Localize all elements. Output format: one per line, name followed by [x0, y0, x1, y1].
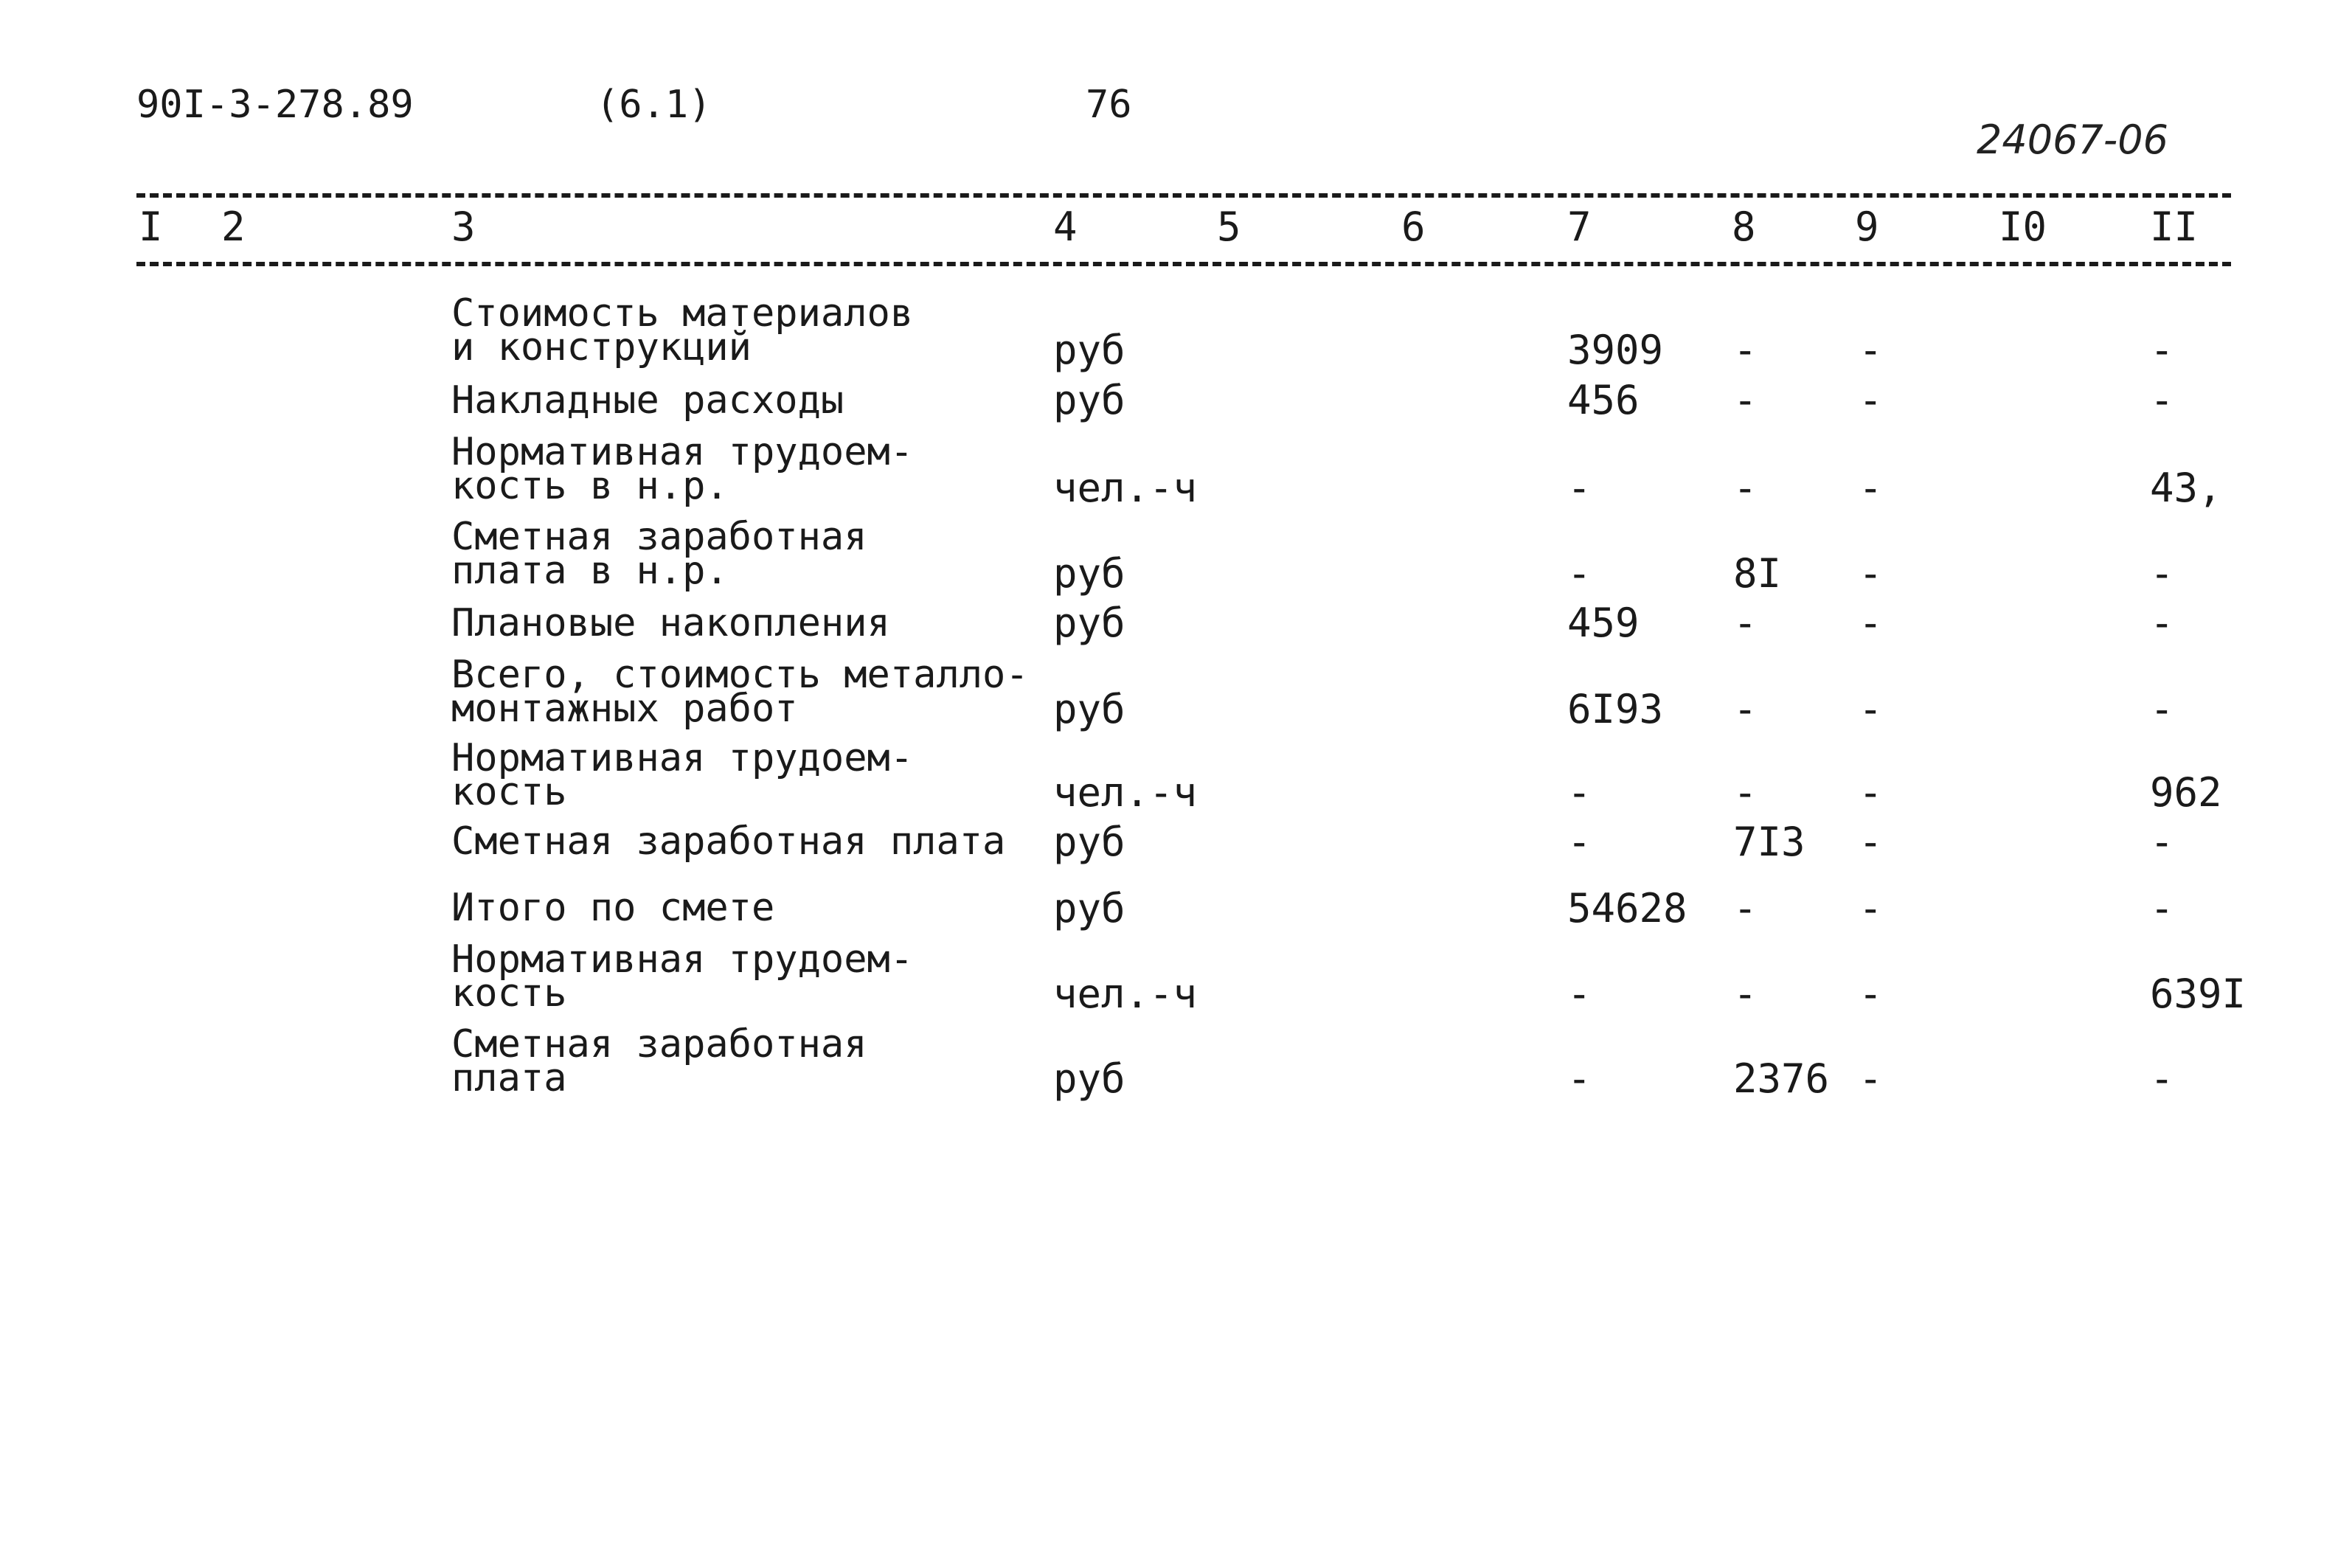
row-description: Итого по смете [451, 886, 775, 930]
row-col7: 456 [1567, 377, 1640, 423]
column-number: 3 [451, 204, 476, 250]
row-col9: - [1859, 600, 1883, 646]
row-unit: руб [1053, 885, 1125, 932]
row-col7: 459 [1567, 600, 1640, 646]
row-col8: - [1733, 377, 1758, 423]
row-col7: 3909 [1567, 327, 1664, 373]
row-col8: - [1733, 769, 1758, 816]
row-description: Стоимость материалов и конструкций [451, 291, 914, 370]
column-number: 7 [1567, 204, 1592, 250]
row-unit: чел.-ч [1053, 971, 1198, 1017]
row-col11: - [2150, 686, 2174, 732]
row-col7: - [1567, 465, 1592, 511]
row-col11: - [2150, 1055, 2174, 1102]
row-unit: руб [1053, 686, 1125, 732]
row-col9: - [1859, 1055, 1883, 1102]
row-unit: руб [1053, 600, 1125, 646]
row-col7: 6I93 [1567, 686, 1664, 732]
row-col11: 962 [2150, 769, 2222, 816]
row-col7: - [1567, 1055, 1592, 1102]
column-number: I0 [1999, 204, 2047, 250]
row-col11: - [2150, 327, 2174, 373]
table-header-rule [136, 262, 2231, 266]
column-number: 8 [1732, 204, 1756, 250]
row-col8: - [1733, 600, 1758, 646]
row-col8: 8I [1733, 550, 1782, 597]
row-unit: руб [1053, 377, 1125, 423]
row-description: Нормативная трудоем- кость [451, 937, 914, 1016]
row-col9: - [1859, 971, 1883, 1017]
row-col7: - [1567, 819, 1592, 865]
row-col8: 7I3 [1733, 819, 1805, 865]
row-description: Сметная заработная плата [451, 819, 1006, 864]
row-description: Нормативная трудоем- кость в н.р. [451, 430, 914, 508]
handwritten-reference: 24067-06 [1977, 117, 2168, 163]
row-col11: - [2150, 550, 2174, 597]
row-col9: - [1859, 769, 1883, 816]
column-number: I [139, 204, 163, 250]
row-col11: - [2150, 600, 2174, 646]
row-col7: - [1567, 550, 1592, 597]
row-unit: руб [1053, 819, 1125, 865]
row-col8: - [1733, 327, 1758, 373]
row-description: Сметная заработная плата в н.р. [451, 515, 867, 593]
row-unit: чел.-ч [1053, 465, 1198, 511]
row-col9: - [1859, 885, 1883, 932]
row-col8: - [1733, 686, 1758, 732]
row-col11: - [2150, 377, 2174, 423]
row-col7: 54628 [1567, 885, 1687, 932]
row-col9: - [1859, 377, 1883, 423]
row-unit: чел.-ч [1053, 769, 1198, 816]
row-col7: - [1567, 971, 1592, 1017]
table-top-rule [136, 193, 2231, 198]
row-col9: - [1859, 686, 1883, 732]
row-col8: - [1733, 885, 1758, 932]
column-number: II [2150, 204, 2199, 250]
page-number: 76 [1086, 83, 1132, 127]
row-col9: - [1859, 327, 1883, 373]
row-description: Накладные расходы [451, 378, 844, 423]
row-col11: 43, [2150, 465, 2222, 511]
row-col7: - [1567, 769, 1592, 816]
row-col9: - [1859, 465, 1883, 511]
row-unit: руб [1053, 550, 1125, 597]
row-description: Всего, стоимость металло- монтажных работ [451, 653, 1029, 731]
column-number: 9 [1855, 204, 1879, 250]
column-number: 6 [1401, 204, 1426, 250]
row-col8: 2376 [1733, 1055, 1830, 1102]
row-col8: - [1733, 465, 1758, 511]
row-unit: руб [1053, 1055, 1125, 1102]
row-col11: 639I [2150, 971, 2247, 1017]
row-unit: руб [1053, 327, 1125, 373]
section-number: (6.1) [596, 83, 712, 127]
row-description: Нормативная трудоем- кость [451, 736, 914, 814]
document-code: 90I-3-278.89 [136, 83, 414, 127]
column-number: 4 [1053, 204, 1078, 250]
row-col8: - [1733, 971, 1758, 1017]
row-col11: - [2150, 819, 2174, 865]
column-number: 5 [1217, 204, 1241, 250]
row-description: Плановые накопления [451, 601, 890, 645]
row-col11: - [2150, 885, 2174, 932]
row-col9: - [1859, 550, 1883, 597]
row-description: Сметная заработная плата [451, 1022, 867, 1100]
row-col9: - [1859, 819, 1883, 865]
column-number: 2 [221, 204, 246, 250]
